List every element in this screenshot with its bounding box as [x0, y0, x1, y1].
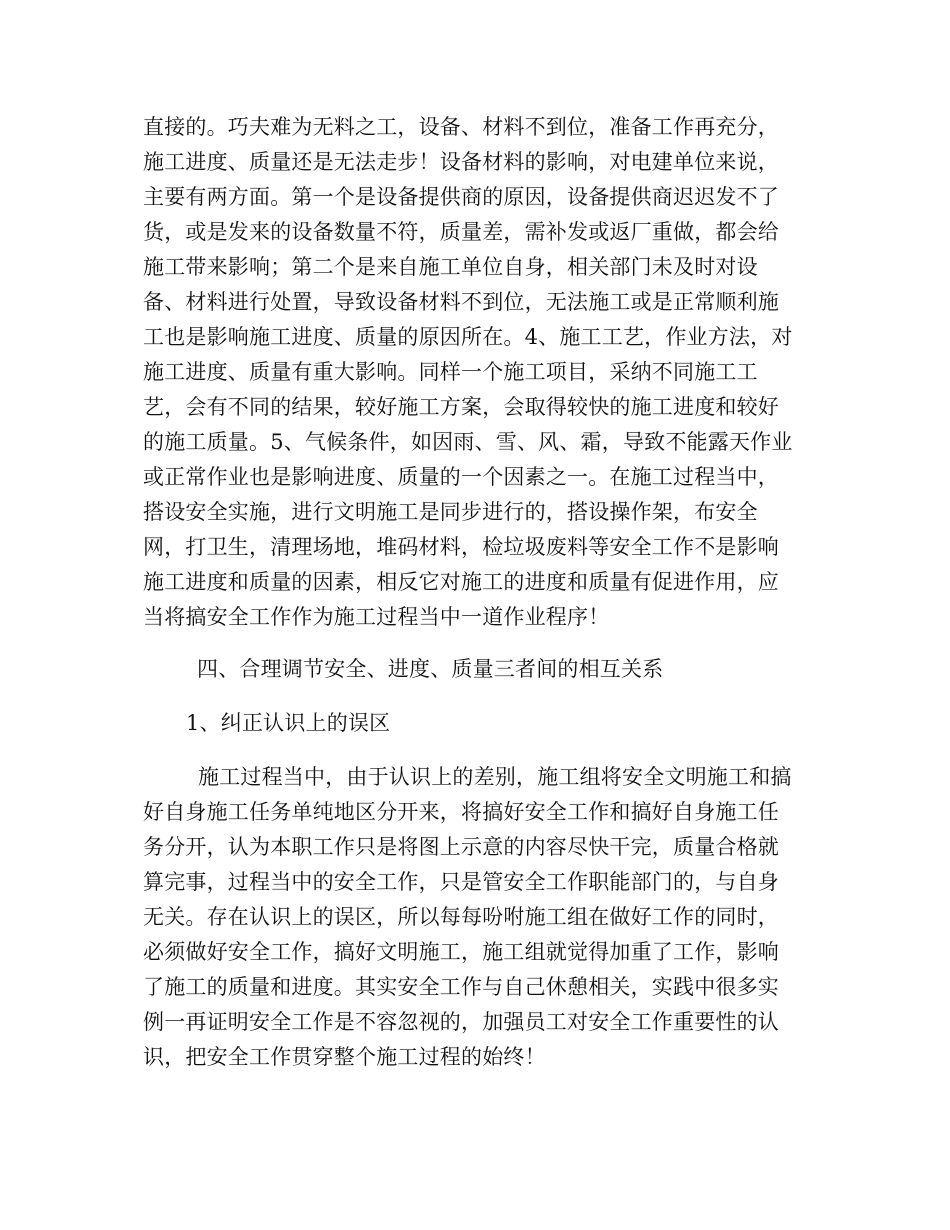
paragraph-line: 主要有两方面。第一个是设备提供商的原因，设备提供商迟迟发不了: [143, 185, 779, 209]
paragraph-line: 施工进度、质量有重大影响。同样一个施工项目，采纳不同施工工: [143, 360, 758, 384]
paragraph-line: 直接的。巧夫难为无料之工，设备、材料不到位，准备工作再充分，: [143, 115, 779, 139]
paragraph-line: 务分开，认为本职工作只是将图上示意的内容尽快干完，质量合格就: [143, 835, 779, 859]
paragraph-line: 网，打卫生，清理场地，堆码材料，检垃圾废料等安全工作不是影响: [143, 535, 779, 559]
section-heading: 四、合理调节安全、进度、质量三者间的相互关系: [197, 657, 664, 681]
paragraph-line: 无关。存在认识上的误区，所以每每吩咐施工组在做好工作的同时，: [143, 905, 779, 929]
paragraph-line: 施工进度和质量的因素，相反它对施工的进度和质量有促进作用，应: [143, 570, 779, 594]
paragraph-line: 例一再证明安全工作是不容忽视的，加强员工对安全工作重要性的认: [143, 1010, 779, 1034]
paragraph-line: 工也是影响施工进度、质量的原因所在。4、施工工艺，作业方法，对: [143, 325, 793, 349]
paragraph-line: 识，把安全工作贯穿整个施工过程的始终！: [143, 1045, 546, 1069]
paragraph-line: 艺，会有不同的结果，较好施工方案，会取得较快的施工进度和较好: [143, 395, 779, 419]
paragraph-line: 必须做好安全工作，搞好文明施工，施工组就觉得加重了工作，影响: [143, 940, 779, 964]
paragraph-line: 当将搞安全工作作为施工过程当中一道作业程序！: [143, 605, 610, 629]
subsection-heading: 1、纠正认识上的误区: [186, 711, 391, 735]
paragraph-line: 了施工的质量和进度。其实安全工作与自己休憩相关，实践中很多实: [143, 975, 779, 999]
paragraph-line: 施工过程当中，由于认识上的差别，施工组将安全文明施工和搞: [198, 765, 792, 789]
paragraph-line: 好自身施工任务单纯地区分开来，将搞好安全工作和搞好自身施工任: [143, 800, 779, 824]
paragraph-line: 货，或是发来的设备数量不符，质量差，需补发或返厂重做，都会给: [143, 220, 779, 244]
paragraph-line: 施工带来影响；第二个是来自施工单位自身，相关部门未及时对设: [143, 255, 758, 279]
paragraph-line: 搭设安全实施，进行文明施工是同步进行的，搭设操作架，布安全: [143, 500, 758, 524]
paragraph-line: 或正常作业也是影响进度、质量的一个因素之一。在施工过程当中，: [143, 465, 779, 489]
paragraph-line: 算完事，过程当中的安全工作，只是管安全工作职能部门的，与自身: [143, 870, 779, 894]
paragraph-line: 备、材料进行处置，导致设备材料不到位，无法施工或是正常顺利施: [143, 290, 779, 314]
paragraph-line: 的施工质量。5、气候条件，如因雨、雪、风、霜，导致不能露天作业: [143, 430, 793, 454]
paragraph-line: 施工进度、质量还是无法走步！设备材料的影响，对电建单位来说，: [143, 150, 779, 174]
